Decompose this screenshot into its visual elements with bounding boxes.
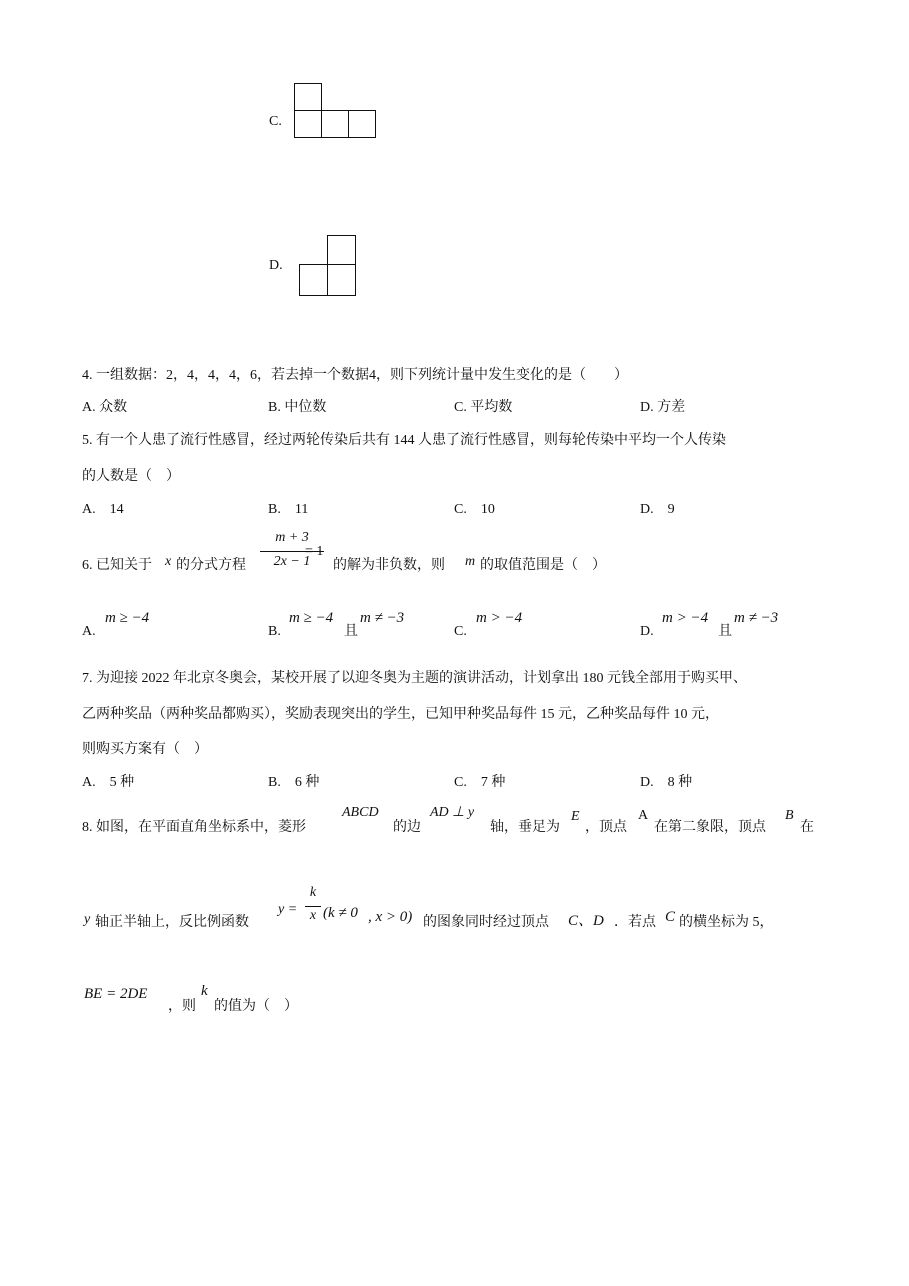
option-b-expression: m ≠ −3 <box>360 610 405 626</box>
question-7-stem-line1: 7. 为迎接 2022 年北京冬奥会，某校开展了以迎冬奥为主题的演讲活动，计划拿出 180 元钱全部用于购买甲、 <box>82 671 747 686</box>
question-8-text: 在 <box>800 820 814 835</box>
math-ad-perp-y: AD ⊥ y <box>430 805 475 820</box>
figure-square <box>327 235 356 265</box>
question-7-stem-line2: 乙两种奖品（两种奖品都购买），奖励表现突出的学生，已知甲种奖品每件 15 元，乙种奖品每件 10 元， <box>82 707 719 722</box>
option-d-expression: m > −4 <box>662 610 709 626</box>
numerator: m + 3 <box>275 530 309 545</box>
figure-square <box>299 264 328 296</box>
math-a: A <box>638 808 649 823</box>
option-d: D. 8 种 <box>640 775 693 790</box>
option-b-label: B. <box>268 624 281 639</box>
question-6-text: 的解为非负数，则 <box>333 558 445 573</box>
option-c: C. 10 <box>454 502 495 517</box>
figure-square <box>321 110 349 138</box>
question-8-text: ，则 <box>168 999 196 1014</box>
denominator: 2x − 1 <box>273 554 311 569</box>
option-b: B. 6 种 <box>268 775 320 790</box>
math-abcd: ABCD <box>342 805 379 820</box>
variable-m: m <box>465 554 476 569</box>
question-6-text: 的取值范围是（ ） <box>480 558 606 573</box>
math-e: E <box>571 809 580 824</box>
numerator: k <box>309 885 317 900</box>
option-b-and: 且 <box>344 624 358 639</box>
option-d-label: D. <box>269 258 283 273</box>
question-4-stem: 4. 一组数据：2，4，4，4，6，若去掉一个数据4，则下列统计量中发生变化的是（ ） <box>82 368 628 383</box>
question-8-text: ，顶点 <box>585 820 627 835</box>
option-b: B. 中位数 <box>268 400 327 415</box>
figure-square <box>294 110 322 138</box>
option-b-expression: m ≥ −4 <box>289 610 334 626</box>
option-b: B. 11 <box>268 502 309 517</box>
math-cd: C、D <box>568 913 604 929</box>
option-a: A. 5 种 <box>82 775 135 790</box>
math-condition: (k ≠ 0 <box>323 905 358 921</box>
question-8-text: 8. 如图，在平面直角坐标系中，菱形 <box>82 820 306 835</box>
question-5-stem-line2: 的人数是（ ） <box>82 469 180 484</box>
question-8-text: 在第二象限，顶点 <box>654 820 766 835</box>
figure-square <box>327 264 356 296</box>
question-8-text: ．若点 <box>614 915 656 930</box>
question-8-text: 的横坐标为 5， <box>679 915 774 930</box>
question-8-text: 的值为（ ） <box>214 999 298 1014</box>
option-d: D. 9 <box>640 502 675 517</box>
option-c: C. 平均数 <box>454 400 513 415</box>
option-d-and: 且 <box>718 624 732 639</box>
option-d: D. 方差 <box>640 400 686 415</box>
option-a-expression: m ≥ −4 <box>105 610 150 626</box>
denominator: x <box>309 908 317 923</box>
math-b: B <box>785 808 794 823</box>
question-5-stem-line1: 5. 有一个人患了流行性感冒，经过两轮传染后共有 144 人患了流行性感冒，则每轮传染中平均一个人传染 <box>82 433 726 448</box>
figure-square <box>348 110 376 138</box>
variable-x: x <box>165 554 172 569</box>
math-c: C <box>665 909 676 925</box>
option-a: A. 众数 <box>82 400 128 415</box>
question-6-text: 6. 已知关于 <box>82 558 152 573</box>
question-8-text: 的图象同时经过顶点 <box>423 915 549 930</box>
question-8-text: 轴正半轴上，反比例函数 <box>95 915 249 930</box>
math-k: k <box>201 983 208 999</box>
math-condition: , x > 0) <box>368 909 413 925</box>
option-c-expression: m > −4 <box>476 610 523 626</box>
option-d-expression: m ≠ −3 <box>734 610 779 626</box>
question-8-text: 轴，垂足为 <box>490 820 560 835</box>
fraction <box>305 885 321 929</box>
question-7-stem-line3: 则购买方案有（ ） <box>82 742 208 757</box>
option-c-label: C. <box>454 624 467 639</box>
option-c: C. 7 种 <box>454 775 506 790</box>
option-a: A. 14 <box>82 502 124 517</box>
option-d-label: D. <box>640 624 654 639</box>
option-a-label: A. <box>82 624 96 639</box>
math-y: y <box>84 912 91 927</box>
equation-rhs: = 1 <box>305 544 324 559</box>
fraction-bar <box>305 906 321 907</box>
question-6-text: 的分式方程 <box>176 558 246 573</box>
math-be-2de: BE = 2DE <box>84 986 148 1002</box>
option-c-label: C. <box>269 114 282 129</box>
question-8-text: 的边 <box>393 820 421 835</box>
figure-square <box>294 83 322 111</box>
math-function-lhs: y = <box>278 902 298 917</box>
